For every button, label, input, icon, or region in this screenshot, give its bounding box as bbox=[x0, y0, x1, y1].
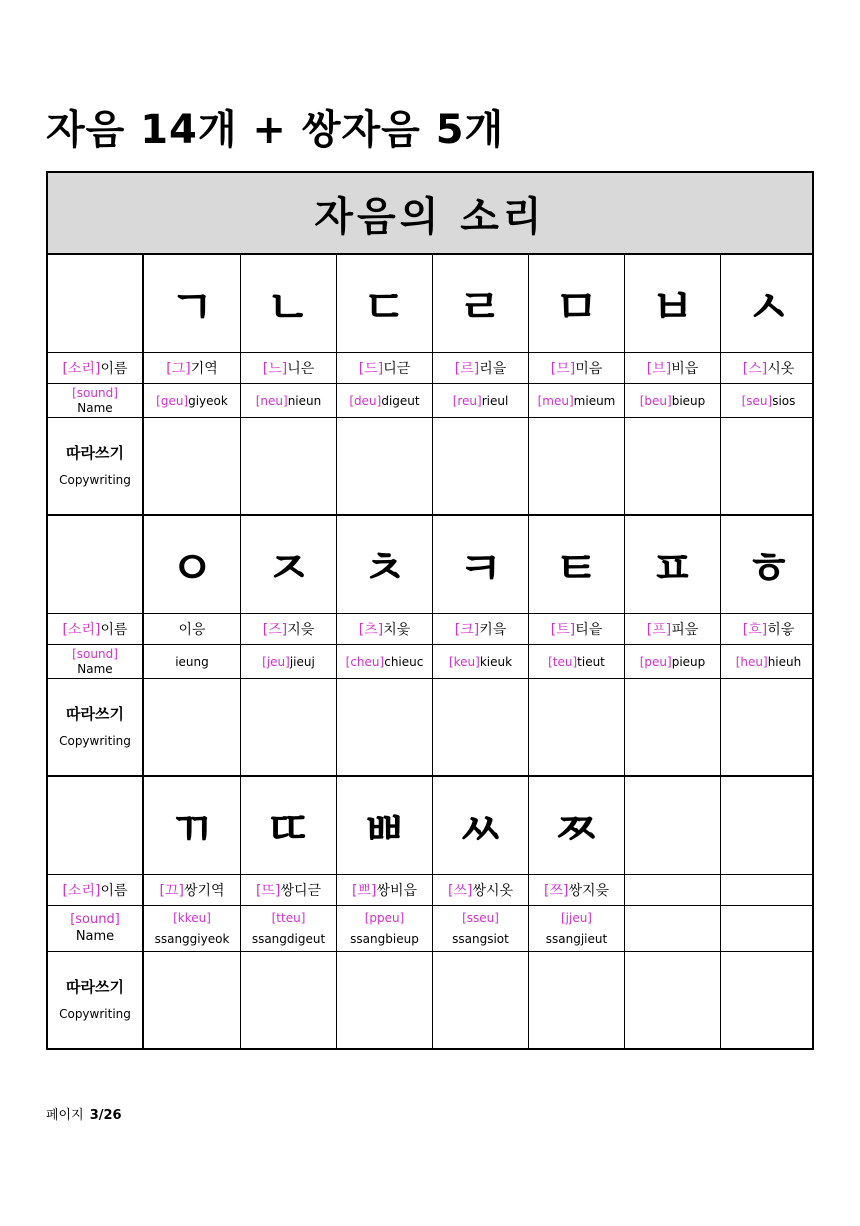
consonant-letter: ㅆ bbox=[458, 801, 503, 856]
copywriting-box[interactable] bbox=[624, 418, 720, 514]
letter-name-roman: ssangbieup bbox=[350, 931, 419, 946]
letter-name-roman: mieum bbox=[573, 393, 616, 408]
letter-row bbox=[48, 255, 812, 353]
page-title: 자음 14개 + 쌍자음 5개 bbox=[46, 107, 505, 153]
romanization-cell bbox=[144, 645, 240, 678]
letter-name-korean: 기역 bbox=[190, 361, 218, 377]
name-cell bbox=[624, 875, 720, 905]
sound-roman: [beu] bbox=[639, 393, 672, 408]
name-cell bbox=[528, 353, 624, 383]
name-label-prefix: [소리] bbox=[62, 361, 101, 377]
sound-label: [sound] bbox=[72, 646, 118, 661]
letter-name-korean: 쌍비읍 bbox=[376, 883, 418, 899]
copywriting-label-english: Copywriting bbox=[59, 472, 131, 487]
sound-korean: [즈] bbox=[262, 622, 288, 638]
copywriting-label-korean: 따라쓰기 bbox=[66, 444, 124, 463]
page-footer bbox=[46, 1104, 122, 1123]
letter-name-roman: digeut bbox=[381, 393, 420, 408]
letter-name-korean: 이응 bbox=[178, 622, 206, 638]
copywriting-box[interactable] bbox=[720, 952, 816, 1048]
label-cell-empty bbox=[48, 516, 144, 613]
sound-roman: [kkeu] bbox=[173, 911, 211, 926]
romanization-row bbox=[48, 645, 812, 679]
copywriting-box[interactable] bbox=[144, 952, 240, 1048]
consonant-letter: ㄲ bbox=[169, 801, 215, 856]
consonant-letter: ㅃ bbox=[362, 801, 407, 856]
letter-cell bbox=[240, 516, 336, 613]
romanization-cell bbox=[432, 645, 528, 678]
letter-name-korean: 니은 bbox=[287, 361, 315, 377]
page-label: 페이지 bbox=[46, 1108, 84, 1123]
letter-name-roman: jieuj bbox=[289, 654, 315, 669]
sound-label: [sound] bbox=[70, 912, 120, 928]
consonant-block bbox=[48, 516, 812, 777]
copywriting-box[interactable] bbox=[144, 679, 240, 775]
romanization-cell bbox=[432, 384, 528, 417]
sound-roman: [ppeu] bbox=[364, 911, 405, 926]
letter-name-korean: 히읗 bbox=[767, 622, 795, 638]
name-row bbox=[48, 614, 812, 645]
name-label-suffix: 이름 bbox=[100, 622, 128, 638]
letter-name-korean: 치읓 bbox=[383, 622, 411, 638]
sound-korean: [뜨] bbox=[255, 883, 281, 899]
consonant-letter: ㅍ bbox=[650, 540, 695, 595]
copywriting-box[interactable] bbox=[720, 418, 816, 514]
copywriting-label-korean: 따라쓰기 bbox=[66, 705, 124, 724]
name-row-label bbox=[48, 875, 144, 905]
letter-cell bbox=[144, 255, 240, 352]
sound-roman: [cheu] bbox=[345, 654, 385, 669]
romanization-cell bbox=[720, 384, 816, 417]
letter-cell bbox=[336, 255, 432, 352]
sound-roman: [tteu] bbox=[271, 911, 306, 926]
copywriting-box[interactable] bbox=[624, 952, 720, 1048]
letter-cell bbox=[240, 255, 336, 352]
sound-korean: [브] bbox=[646, 361, 672, 377]
letter-cell bbox=[528, 516, 624, 613]
letter-cell bbox=[624, 777, 720, 874]
name-cell bbox=[336, 614, 432, 644]
name-cell bbox=[240, 875, 336, 905]
letter-name-korean: 쌍디귿 bbox=[280, 883, 322, 899]
name-cell bbox=[240, 614, 336, 644]
consonant-letter: ㅈ bbox=[266, 540, 311, 595]
copywriting-box[interactable] bbox=[336, 952, 432, 1048]
sound-roman: [neu] bbox=[255, 393, 288, 408]
copywriting-label-english: Copywriting bbox=[59, 733, 131, 748]
name-row-label bbox=[48, 614, 144, 644]
name-cell bbox=[720, 353, 816, 383]
sound-roman: [teu] bbox=[548, 654, 578, 669]
romanization-cell bbox=[624, 384, 720, 417]
sound-korean: [쓰] bbox=[447, 883, 473, 899]
letter-cell bbox=[528, 255, 624, 352]
sound-korean: [프] bbox=[646, 622, 672, 638]
label-cell-empty bbox=[48, 255, 144, 352]
letter-cell bbox=[336, 516, 432, 613]
name-cell bbox=[432, 875, 528, 905]
copywriting-label bbox=[48, 952, 144, 1048]
copywriting-box[interactable] bbox=[432, 418, 528, 514]
name-cell bbox=[720, 614, 816, 644]
name-label-prefix: [소리] bbox=[62, 883, 101, 899]
copywriting-box[interactable] bbox=[624, 679, 720, 775]
letter-name-korean: 비읍 bbox=[671, 361, 699, 377]
label-cell-empty bbox=[48, 777, 144, 874]
sound-korean: [흐] bbox=[742, 622, 768, 638]
letter-name-roman: ieung bbox=[175, 654, 209, 669]
consonant-letter: ㅎ bbox=[746, 540, 791, 595]
name-cell bbox=[528, 614, 624, 644]
romanization-cell bbox=[240, 384, 336, 417]
letter-name-korean: 키읔 bbox=[479, 622, 507, 638]
consonant-letter: ㅌ bbox=[554, 540, 599, 595]
romanization-cell bbox=[624, 645, 720, 678]
romanization-cell bbox=[624, 906, 720, 951]
letter-name-roman: sios bbox=[772, 393, 796, 408]
sound-roman: [deu] bbox=[349, 393, 382, 408]
name-label-suffix: 이름 bbox=[100, 361, 128, 377]
sound-roman: [meu] bbox=[537, 393, 574, 408]
name-row bbox=[48, 875, 812, 906]
sound-label: [sound] bbox=[72, 385, 118, 400]
copywriting-label-korean: 따라쓰기 bbox=[66, 978, 124, 997]
copywriting-box[interactable] bbox=[240, 952, 336, 1048]
letter-row bbox=[48, 777, 812, 875]
letter-cell bbox=[240, 777, 336, 874]
consonant-letter: ㅅ bbox=[746, 279, 791, 334]
sound-korean: [드] bbox=[358, 361, 384, 377]
letter-name-korean: 리을 bbox=[479, 361, 507, 377]
sound-korean: [므] bbox=[550, 361, 576, 377]
letter-name-roman: bieup bbox=[671, 393, 706, 408]
sound-korean: [쯔] bbox=[543, 883, 569, 899]
romanization-cell bbox=[240, 906, 336, 951]
consonant-letter: ㅋ bbox=[458, 540, 503, 595]
sound-korean: [트] bbox=[550, 622, 576, 638]
letter-cell bbox=[432, 777, 528, 874]
name-cell bbox=[336, 875, 432, 905]
sound-roman: [keu] bbox=[448, 654, 480, 669]
romanization-cell bbox=[432, 906, 528, 951]
name-label: Name bbox=[75, 928, 115, 944]
consonant-letter: ㅊ bbox=[362, 540, 407, 595]
sound-korean: [느] bbox=[262, 361, 288, 377]
letter-name-roman: kieuk bbox=[479, 654, 513, 669]
letter-cell bbox=[432, 516, 528, 613]
copywriting-label bbox=[48, 679, 144, 775]
letter-name-roman: tieut bbox=[577, 654, 605, 669]
sound-roman: [geu] bbox=[156, 393, 189, 408]
name-cell bbox=[432, 614, 528, 644]
sound-roman: [jeu] bbox=[262, 654, 290, 669]
letter-name-roman: nieun bbox=[287, 393, 322, 408]
name-cell bbox=[624, 353, 720, 383]
romanization-row bbox=[48, 906, 812, 952]
sound-korean: [크] bbox=[454, 622, 480, 638]
letter-cell bbox=[720, 516, 816, 613]
consonant-letter: ㅁ bbox=[554, 279, 599, 334]
sound-korean: [스] bbox=[742, 361, 768, 377]
letter-cell bbox=[528, 777, 624, 874]
letter-name-korean: 디귿 bbox=[383, 361, 411, 377]
copywriting-box[interactable] bbox=[336, 679, 432, 775]
copywriting-row bbox=[48, 952, 812, 1048]
letter-name-korean: 미음 bbox=[575, 361, 603, 377]
name-cell bbox=[720, 875, 816, 905]
copywriting-box[interactable] bbox=[720, 679, 816, 775]
letter-name-korean: 피읖 bbox=[671, 622, 699, 638]
letter-cell bbox=[720, 255, 816, 352]
sound-korean: [그] bbox=[166, 361, 191, 377]
name-cell bbox=[144, 353, 240, 383]
romanization-cell bbox=[720, 906, 816, 951]
romanization-cell bbox=[528, 384, 624, 417]
copywriting-row bbox=[48, 418, 812, 514]
romanization-cell bbox=[336, 645, 432, 678]
name-row bbox=[48, 353, 812, 384]
name-cell bbox=[240, 353, 336, 383]
copywriting-box[interactable] bbox=[240, 418, 336, 514]
copywriting-box[interactable] bbox=[432, 952, 528, 1048]
letter-name-roman: ssangdigeut bbox=[251, 931, 326, 946]
romanization-cell bbox=[336, 384, 432, 417]
romanization-row-label bbox=[48, 645, 144, 678]
letter-name-korean: 시옷 bbox=[767, 361, 795, 377]
letter-name-roman: ssangjieut bbox=[545, 931, 608, 946]
copywriting-label-english: Copywriting bbox=[59, 1006, 131, 1021]
name-label-suffix: 이름 bbox=[100, 883, 128, 899]
letter-cell bbox=[144, 777, 240, 874]
consonant-block bbox=[48, 255, 812, 516]
romanization-cell bbox=[528, 645, 624, 678]
name-cell bbox=[528, 875, 624, 905]
letter-name-korean: 지읒 bbox=[287, 622, 315, 638]
consonant-letter: ㄱ bbox=[169, 279, 215, 334]
consonant-letter: ㅇ bbox=[169, 540, 215, 595]
sound-roman: [reu] bbox=[452, 393, 482, 408]
letter-cell bbox=[432, 255, 528, 352]
sound-korean: [쁘] bbox=[351, 883, 377, 899]
name-label-prefix: [소리] bbox=[62, 622, 101, 638]
copywriting-box[interactable] bbox=[528, 679, 624, 775]
sound-roman: [sseu] bbox=[462, 911, 499, 926]
letter-name-roman: ssangsiot bbox=[452, 931, 509, 946]
name-cell bbox=[144, 614, 240, 644]
copywriting-box[interactable] bbox=[528, 418, 624, 514]
letter-cell bbox=[624, 516, 720, 613]
consonant-letter: ㅉ bbox=[554, 801, 599, 856]
letter-name-roman: rieul bbox=[481, 393, 509, 408]
letter-name-roman: pieup bbox=[671, 654, 706, 669]
sound-roman: [peu] bbox=[639, 654, 672, 669]
romanization-cell bbox=[336, 906, 432, 951]
letter-name-korean: 티읕 bbox=[575, 622, 603, 638]
name-cell bbox=[624, 614, 720, 644]
letter-cell bbox=[624, 255, 720, 352]
romanization-cell bbox=[528, 906, 624, 951]
romanization-row bbox=[48, 384, 812, 418]
page-number: 3/26 bbox=[89, 1108, 122, 1123]
sound-roman: [heu] bbox=[735, 654, 768, 669]
romanization-cell bbox=[720, 645, 816, 678]
letter-name-roman: chieuc bbox=[384, 654, 424, 669]
name-cell bbox=[336, 353, 432, 383]
letter-name-roman: giyeok bbox=[188, 393, 228, 408]
sound-korean: [르] bbox=[454, 361, 480, 377]
copywriting-label bbox=[48, 418, 144, 514]
name-label: Name bbox=[77, 400, 113, 415]
consonant-letter: ㄷ bbox=[362, 279, 407, 334]
copywriting-box[interactable] bbox=[432, 679, 528, 775]
copywriting-box[interactable] bbox=[144, 418, 240, 514]
letter-name-korean: 쌍시옷 bbox=[472, 883, 514, 899]
name-cell bbox=[432, 353, 528, 383]
consonant-block bbox=[48, 777, 812, 1048]
table-header: 자음의 소리 bbox=[48, 173, 812, 255]
copywriting-box[interactable] bbox=[528, 952, 624, 1048]
letter-name-roman: ssanggiyeok bbox=[154, 931, 230, 946]
consonant-letter: ㄹ bbox=[458, 279, 503, 334]
romanization-row-label bbox=[48, 384, 144, 417]
name-row-label bbox=[48, 353, 144, 383]
letter-name-roman: hieuh bbox=[767, 654, 802, 669]
sound-korean: [끄] bbox=[159, 883, 184, 899]
letter-name-korean: 쌍기역 bbox=[183, 883, 225, 899]
romanization-cell bbox=[240, 645, 336, 678]
copywriting-box[interactable] bbox=[240, 679, 336, 775]
consonant-letter: ㅂ bbox=[650, 279, 695, 334]
letter-cell bbox=[720, 777, 816, 874]
name-label: Name bbox=[77, 661, 113, 676]
romanization-cell bbox=[144, 384, 240, 417]
letter-row bbox=[48, 516, 812, 614]
consonant-letter: ㄸ bbox=[266, 801, 311, 856]
letter-cell bbox=[336, 777, 432, 874]
letter-cell bbox=[144, 516, 240, 613]
copywriting-box[interactable] bbox=[336, 418, 432, 514]
copywriting-row bbox=[48, 679, 812, 775]
name-cell bbox=[144, 875, 240, 905]
consonant-letter: ㄴ bbox=[266, 279, 311, 334]
sound-korean: [츠] bbox=[358, 622, 384, 638]
letter-name-korean: 쌍지읒 bbox=[568, 883, 610, 899]
sound-roman: [seu] bbox=[741, 393, 773, 408]
consonant-table bbox=[46, 171, 814, 1050]
romanization-cell bbox=[144, 906, 240, 951]
sound-roman: [jjeu] bbox=[560, 911, 592, 926]
romanization-row-label bbox=[48, 906, 144, 951]
